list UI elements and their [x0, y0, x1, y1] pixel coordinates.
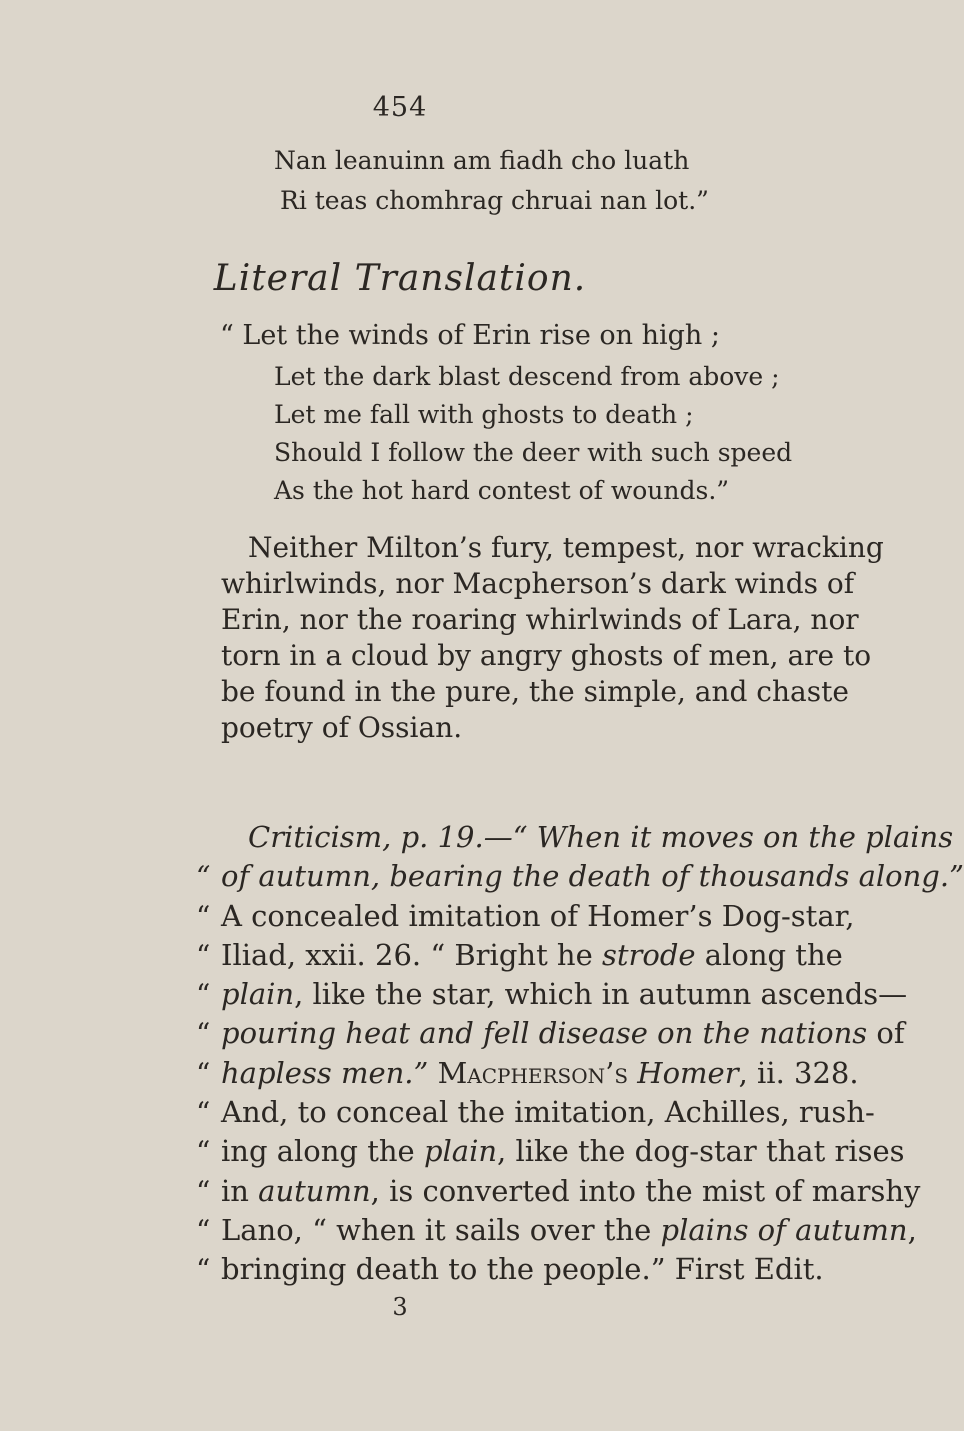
- criticism-label: Criticism, p. 19.: [248, 820, 484, 854]
- criticism-line: “ Iliad, xxii. 26. “ Bright he strode along the: [196, 937, 843, 972]
- paragraph-line: whirlwinds, nor Macpherson’s dark winds of: [221, 567, 855, 600]
- paragraph-line: torn in a cloud by angry ghosts of men, are to: [221, 639, 872, 672]
- criticism-line: “ plain, like the star, which in autumn ascends—: [196, 977, 908, 1012]
- translation-line: Should I follow the deer with such speed: [274, 438, 793, 467]
- criticism-line: “ And, to conceal the imitation, Achilles, rush-: [196, 1095, 875, 1130]
- commentary-paragraph: [221, 530, 884, 746]
- gaelic-line: Ri teas chomhrag chruai nan lot.”: [280, 186, 709, 215]
- criticism-line: Criticism, p. 19.—“ When it moves on the plains: [248, 820, 954, 854]
- criticism-line: “ of autumn, bearing the death of thousands along.”: [196, 859, 964, 894]
- paragraph-line: Erin, nor the roaring whirlwinds of Lara, nor: [221, 603, 859, 636]
- paragraph-line: be found in the pure, the simple, and chaste: [221, 675, 849, 708]
- criticism-line: “ pouring heat and fell disease on the nations of: [196, 1016, 905, 1051]
- signature-mark: 3: [392, 1293, 408, 1321]
- paragraph-line: Neither Milton’s fury, tempest, nor wracking: [248, 531, 884, 564]
- translation-line: Let the dark blast descend from above ;: [274, 362, 780, 391]
- criticism-line: “ in autumn, is converted into the mist of marshy: [196, 1173, 921, 1208]
- page-number: 454: [372, 92, 428, 123]
- section-heading: Literal Translation.: [213, 258, 587, 299]
- paragraph-line: poetry of Ossian.: [221, 711, 463, 744]
- gaelic-line: Nan leanuinn am fiadh cho luath: [274, 146, 690, 175]
- translation-line: Let me fall with ghosts to death ;: [274, 400, 694, 429]
- translation-line: As the hot hard contest of wounds.”: [274, 476, 730, 505]
- criticism-line: “ Lano, “ when it sails over the plains of autumn,: [196, 1212, 917, 1247]
- criticism-line: “ A concealed imitation of Homer’s Dog-star,: [196, 898, 855, 933]
- criticism-line: “ hapless men.” Macpherson’s Homer, ii. 328.: [196, 1055, 859, 1090]
- translation-line: “ Let the winds of Erin rise on high ;: [220, 320, 721, 351]
- criticism-block: [196, 818, 964, 1290]
- criticism-line: “ ing along the plain, like the dog-star that rises: [196, 1134, 905, 1169]
- criticism-line: “ bringing death to the people.” First Edit.: [196, 1252, 824, 1287]
